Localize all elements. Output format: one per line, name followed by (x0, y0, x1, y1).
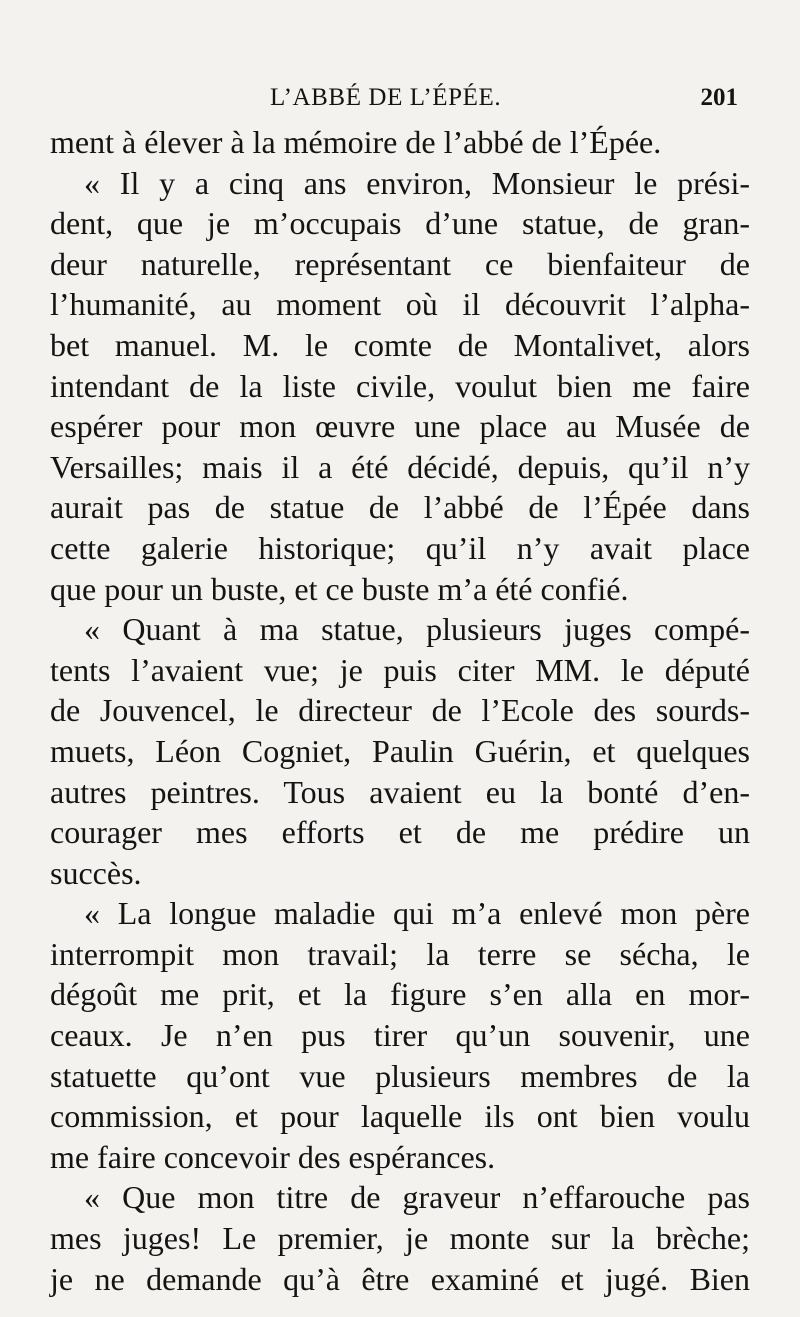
text-line: succès. (50, 854, 142, 891)
text-line: deur naturelle, représentant ce bienfaiteur de (50, 245, 750, 282)
text-line: dégoût me prit, et la figure s’en alla en mor- (50, 976, 750, 1013)
text-line: ceaux. Je n’en pus tirer qu’un souvenir, une (50, 1017, 750, 1054)
running-title: L’ABBÉ DE L’ÉPÉE. (270, 84, 502, 111)
page-header (270, 84, 760, 118)
text-line: intendant de la liste civile, voulut bien me faire (50, 367, 750, 404)
text-line: que pour un buste, et ce buste m’a été confié. (50, 570, 629, 607)
text-line: espérer pour mon œuvre une place au Musée de (50, 408, 750, 445)
text-line: muets, Léon Cogniet, Paulin Guérin, et quelques (50, 732, 750, 769)
page-number: 201 (700, 84, 738, 111)
body-text (50, 122, 750, 1299)
text-line: Versailles; mais il a été décidé, depuis, qu’il n’y (50, 448, 750, 485)
text-line: ment à élever à la mémoire de l’abbé de l’Épée. (50, 124, 662, 160)
text-line: bet manuel. M. le comte de Montalivet, alors (50, 326, 750, 363)
text-line: « Quant à ma statue, plusieurs juges compé- (84, 611, 750, 648)
text-line: mes juges! Le premier, je monte sur la brèche; (50, 1220, 750, 1257)
text-line: de Jouvencel, le directeur de l’Ecole des sourds- (50, 692, 750, 729)
text-line: commission, et pour laquelle ils ont bien voulu (50, 1098, 750, 1135)
text-line: autres peintres. Tous avaient eu la bonté d’en- (50, 773, 750, 810)
text-line: « Il y a cinq ans environ, Monsieur le prési- (84, 164, 750, 201)
text-line: « Que mon titre de graveur n’effarouche pas (84, 1179, 750, 1216)
text-line: l’humanité, au moment où il découvrit l’alpha- (50, 286, 750, 323)
text-line: aurait pas de statue de l’abbé de l’Épée dans (50, 489, 750, 526)
text-line: « La longue maladie qui m’a enlevé mon père (84, 895, 750, 932)
text-line: courager mes efforts et de me prédire un (50, 814, 750, 851)
text-line: statuette qu’ont vue plusieurs membres de la (50, 1057, 750, 1094)
text-line: cette galerie historique; qu’il n’y avait place (50, 529, 750, 566)
text-line: me faire concevoir des espérances. (50, 1138, 496, 1175)
text-line: interrompit mon travail; la terre se sécha, le (50, 935, 750, 972)
text-line: tents l’avaient vue; je puis citer MM. le député (50, 651, 750, 688)
text-line: dent, que je m’occupais d’une statue, de gran- (50, 205, 750, 242)
text-line: je ne demande qu’à être examiné et jugé. Bien (50, 1260, 750, 1297)
